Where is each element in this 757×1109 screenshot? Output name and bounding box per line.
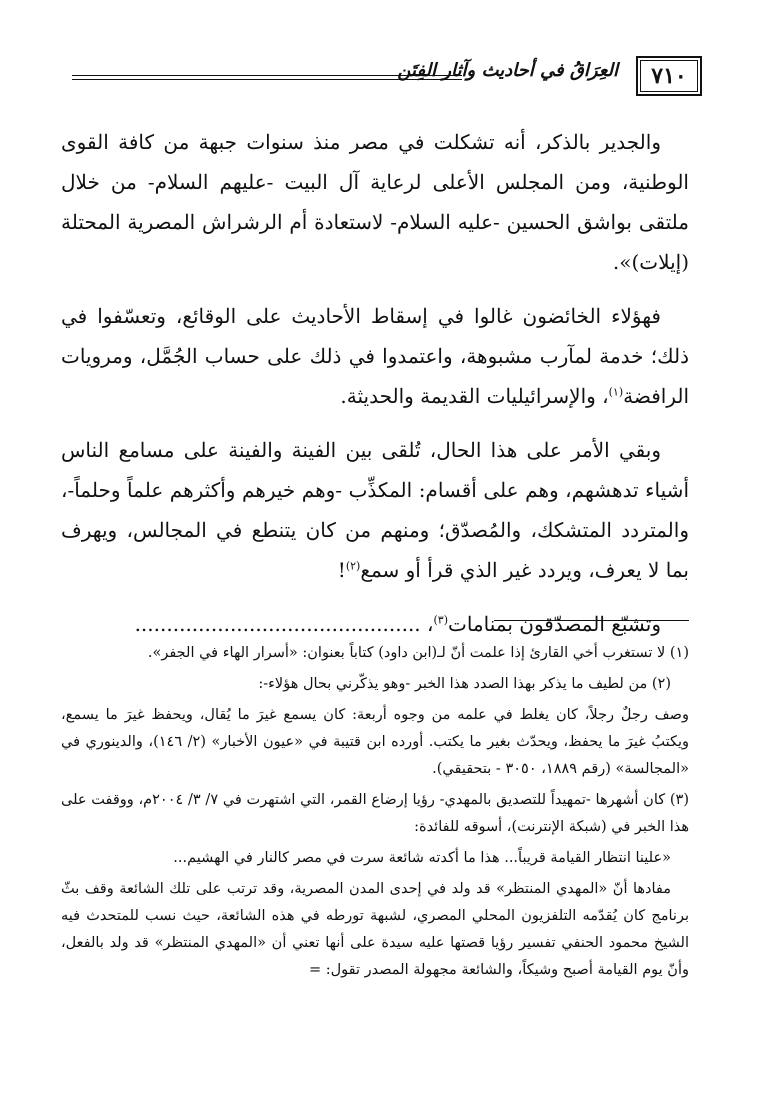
footnote: (٣) كان أشهرها -تمهيداً للتصديق بالمهدي- رؤيا إرضاع القمر، التي اشتهرت في ٧/ ٣/ ٢٠٠٤م، ووقفت على هذا الخبر في (شبكة الإنترنت)، أسوقه للفائدة: [61, 792, 689, 835]
paragraph-tail: ، والإسرائيليات القديمة والحديثة. [340, 384, 609, 408]
page-number-box [636, 56, 702, 96]
paragraph-text: وتشبّع المصدّقون بمنامات [448, 612, 661, 636]
paragraph [61, 604, 689, 644]
page-header [72, 50, 702, 102]
footnote-continuation: مفادها أنّ «المهدي المنتظر» قد ولد في إحدى المدن المصرية، وقد ترتب على تلك الشائعة وقف بثّ برنامج كان يُقدّمه التلفزيون المحلي المصري، لشبهة تورطه في هذه الشائعة، حيث نسب للمتحدث فيه الشيخ محمود الحنفي تفسير رؤيا قصتها عليه سيدة على أنها تعني أن «المهدي المنتظر» قد ولد بالفعل، وأنّ يوم القيامة أصبح وشيكاً، والشائعة مجهولة المصدر تقول: = [61, 881, 689, 978]
paragraph-text: فهؤلاء الخائضون غالوا في إسقاط الأحاديث على الوقائع، وتعسّفوا في ذلك؛ خدمة لمآرب مشبوهة، واعتمدوا في ذلك على حساب الجُمَّل، ومرويات الرافضة [61, 304, 689, 408]
footnote-ref: (١) [608, 385, 624, 399]
header-rule [72, 75, 462, 76]
footnote: (٢) من لطيف ما يذكر بهذا الصدد هذا الخبر -وهو يذكّرني بحال هؤلاء-: [258, 676, 671, 692]
footnote-continuation: وصف رجلٌ رجلاً، كان يغلط في علمه من وجوه أربعة: كان يسمع غيرَ ما يُقال، ويحفظ غيرَ ما يسمع، ويكتبُ غيرَ ما يحفظ، ويحدّث بغير ما يكتب. أورده ابن قتيبة في «عيون الأخبار» (٢/ ١٤٦)، والدينوري في «المجالسة» (رقم ١٨٨٩، ٣٠٥٠ - بتحقيقي). [61, 707, 689, 777]
footnote-separator [494, 620, 689, 621]
paragraph [61, 430, 689, 590]
running-title: العِرَاقُ في أحاديث وآثار الفِتَن [397, 60, 618, 81]
paragraph [61, 122, 689, 282]
footnote-ref: (٣) [433, 613, 448, 627]
footnote-ref: (٢) [345, 559, 361, 573]
paragraph-tail: ، ............................................. [134, 612, 434, 636]
paragraph-text: وبقي الأمر على هذا الحال، تُلقى بين الفينة والفينة على مسامع الناس أشياء تدهشهم، وهم على أقسام: المكذِّب -وهم خيرهم وأكثرهم علماً وحلماً-، والمتردد المتشكك، والمُصدّق؛ ومنهم من كان يتنطع في المجالس، ويهرف بما لا يعرف، ويردد غير الذي قرأ أو سمع [61, 438, 689, 582]
paragraph-text: والجدير بالذكر، أنه تشكلت في مصر منذ سنوات جبهة من كافة القوى الوطنية، ومن المجلس الأعلى لرعاية آل البيت -عليهم السلام- من خلال ملتقى بواشق الحسين -عليه السلام- لاستعادة أم الرشراش المصرية المحتلة (إيلات)». [61, 130, 689, 274]
footnote-quote: «علينا انتظار القيامة قريباً... هذا ما أكدته شائعة سرت في مصر كالنار في الهشيم... [173, 850, 671, 866]
paragraph-tail: ! [337, 558, 346, 582]
footnotes [61, 640, 689, 988]
paragraph [61, 296, 689, 416]
footnote: (١) لا تستغرب أخي القارئ إذا علمت أنّ لـ(ابن داود) كتاباً بعنوان: «أسرار الهاء في الجفر». [147, 645, 689, 661]
main-text [61, 122, 689, 658]
header-rule-double [72, 79, 462, 80]
page-number: ٧١٠ [651, 63, 687, 89]
